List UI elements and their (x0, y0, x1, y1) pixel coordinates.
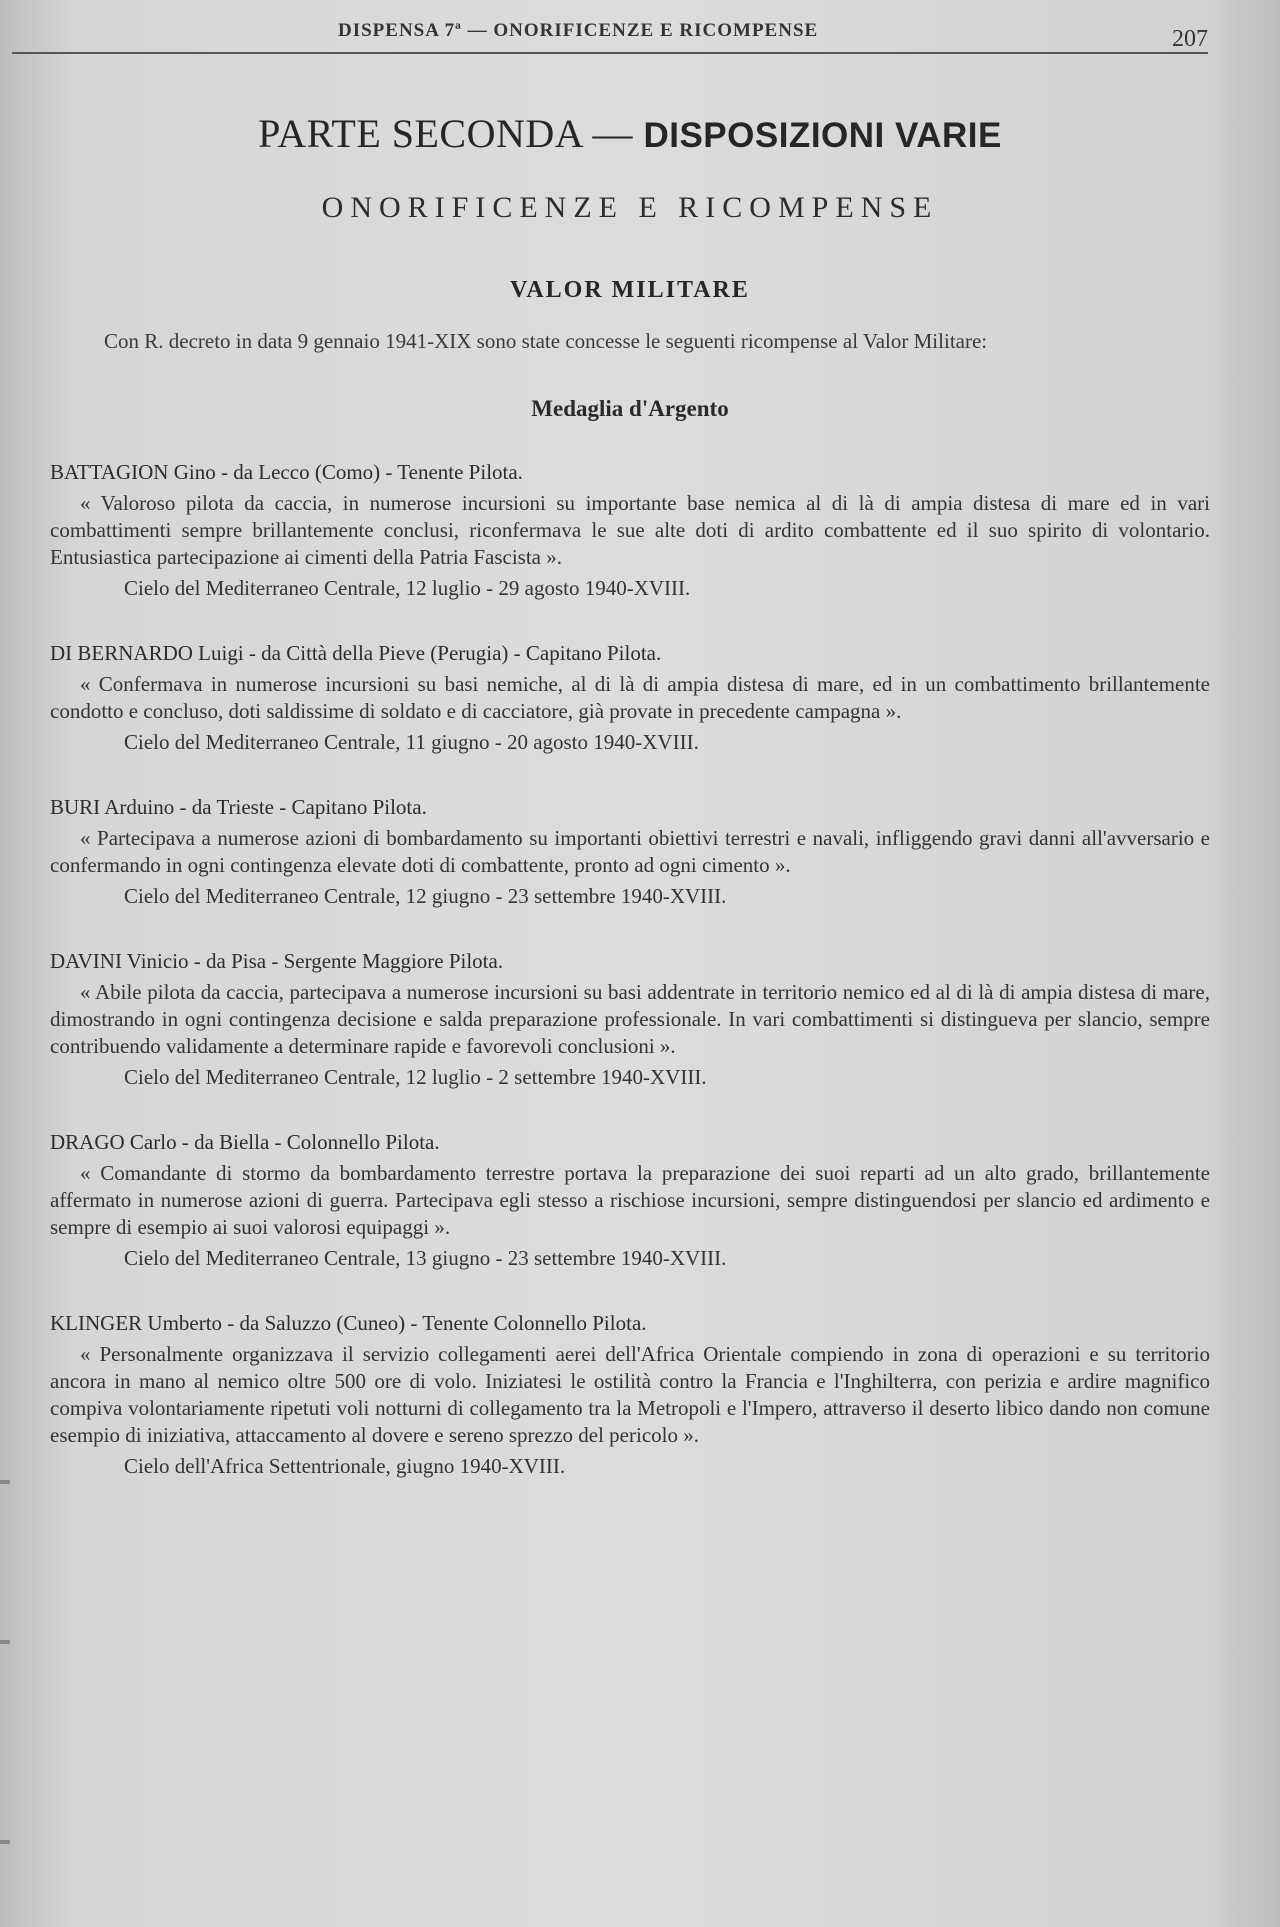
subsection-title: VALOR MILITARE (510, 277, 750, 303)
entry-name: BATTAGION Gino - da Lecco (Como) - Tenente Pilota. (50, 460, 523, 484)
entry-motivation: « Confermava in numerose incursioni su basi nemiche, al di là di ampia distesa di mare, ed in un combattimento brillantemente condotto e concluso, doti saldissime di soldato e di cacciatore, già provate in precedente campagna ». (50, 672, 1210, 723)
entry-motivation: « Abile pilota da caccia, partecipava a numerose incursioni su basi addentrate in territorio nemico ed al di là di ampia distesa di mare, dimostrando in ogni contingenza decisione e salda preparazione professionale. In vari combattimenti si distingueva per slancio, sempre contribuendo validamente a determinare rapide e favorevoli conclusioni ». (50, 980, 1210, 1058)
medal-title: Medaglia d'Argento (531, 396, 729, 421)
entry-motivation: « Personalmente organizzava il servizio collegamenti aerei dell'Africa Orientale compiendo in zona di operazioni e su territorio ancora in mano al nemico oltre 500 ore di volo. Iniziatesi le ostilità contro la Francia e l'Inghilterra, con perizia e ardire magnifico compiva volontariamente ripetuti voli notturni di collegamento tra la Metropoli e l'Impero, attraverso il deserto libico dando non comune esempio di iniziativa, attaccamento al dovere e sereno sprezzo del pericolo ». (50, 1342, 1210, 1447)
running-head (0, 14, 1280, 52)
page-number: 207 (1172, 26, 1208, 52)
award-entry (50, 791, 1210, 911)
entry-name: DAVINI Vinicio - da Pisa - Sergente Maggiore Pilota. (50, 949, 504, 973)
section-title: ONORIFICENZE E RICOMPENSE (321, 191, 939, 224)
running-title: DISPENSA 7ª — ONORIFICENZE E RICOMPENSE (338, 20, 819, 41)
margin-mark (0, 1480, 10, 1484)
entry-name: DRAGO Carlo - da Biella - Colonnello Pilota. (50, 1130, 440, 1154)
entry-motivation: « Valoroso pilota da caccia, in numerose incursioni su importante base nemica al di là di ampia distesa di mare ed in vari combattimenti sempre brillantemente conclusi, riconfermava le sue alte doti di ardito combattente ed il suo spirito di volontario. Entusiastica partecipazione ai cimenti della Patria Fascista ». (50, 491, 1210, 569)
entry-name: BURI Arduino - da Trieste - Capitano Pilota. (50, 795, 427, 819)
entry-name: DI BERNARDO Luigi - da Città della Pieve (Perugia) - Capitano Pilota. (50, 641, 662, 665)
entry-date: Cielo dell'Africa Settentrionale, giugno 1940-XVIII. (124, 1454, 566, 1478)
award-entry (50, 1307, 1210, 1481)
entry-name: KLINGER Umberto - da Saluzzo (Cuneo) - Tenente Colonnello Pilota. (50, 1311, 647, 1335)
award-entry (50, 945, 1210, 1092)
entry-motivation: « Comandante di stormo da bombardamento terrestre portava la preparazione dei suoi reparti ad un alto grado, brillantemente affermato in numerose azioni di guerra. Partecipava egli stesso a rischiose incursioni, sempre distinguendosi per slancio ed ardimento e sempre di esempio ai suoi valorosi equipaggi ». (50, 1161, 1210, 1239)
intro-paragraph: Con R. decreto in data 9 gennaio 1941-XIX sono state concesse le seguenti ricompense al Valor Militare: (104, 329, 988, 353)
award-entry (50, 637, 1210, 757)
entry-date: Cielo del Mediterraneo Centrale, 11 giugno - 20 agosto 1940-XVIII. (124, 730, 699, 754)
award-entry (50, 1126, 1210, 1273)
entry-date: Cielo del Mediterraneo Centrale, 12 luglio - 2 settembre 1940-XVIII. (124, 1065, 707, 1089)
entry-date: Cielo del Mediterraneo Centrale, 12 luglio - 29 agosto 1940-XVIII. (124, 576, 691, 600)
entry-date: Cielo del Mediterraneo Centrale, 12 giugno - 23 settembre 1940-XVIII. (124, 884, 727, 908)
part-title-prefix: PARTE SECONDA — (258, 111, 644, 156)
header-rule (12, 52, 1208, 54)
award-entry (50, 456, 1210, 603)
entry-motivation: « Partecipava a numerose azioni di bombardamento su importanti obiettivi terrestri e navali, infliggendo gravi danni all'avversario e confermando in ogni contingenza elevate doti di combattente, pronto ad ogni cimento ». (50, 826, 1210, 877)
page-content (50, 110, 1210, 1515)
margin-mark (0, 1840, 10, 1844)
part-title (50, 110, 1210, 157)
margin-mark (0, 1640, 10, 1644)
part-title-bold: DISPOSIZIONI VARIE (643, 116, 1002, 155)
entry-date: Cielo del Mediterraneo Centrale, 13 giugno - 23 settembre 1940-XVIII. (124, 1246, 727, 1270)
